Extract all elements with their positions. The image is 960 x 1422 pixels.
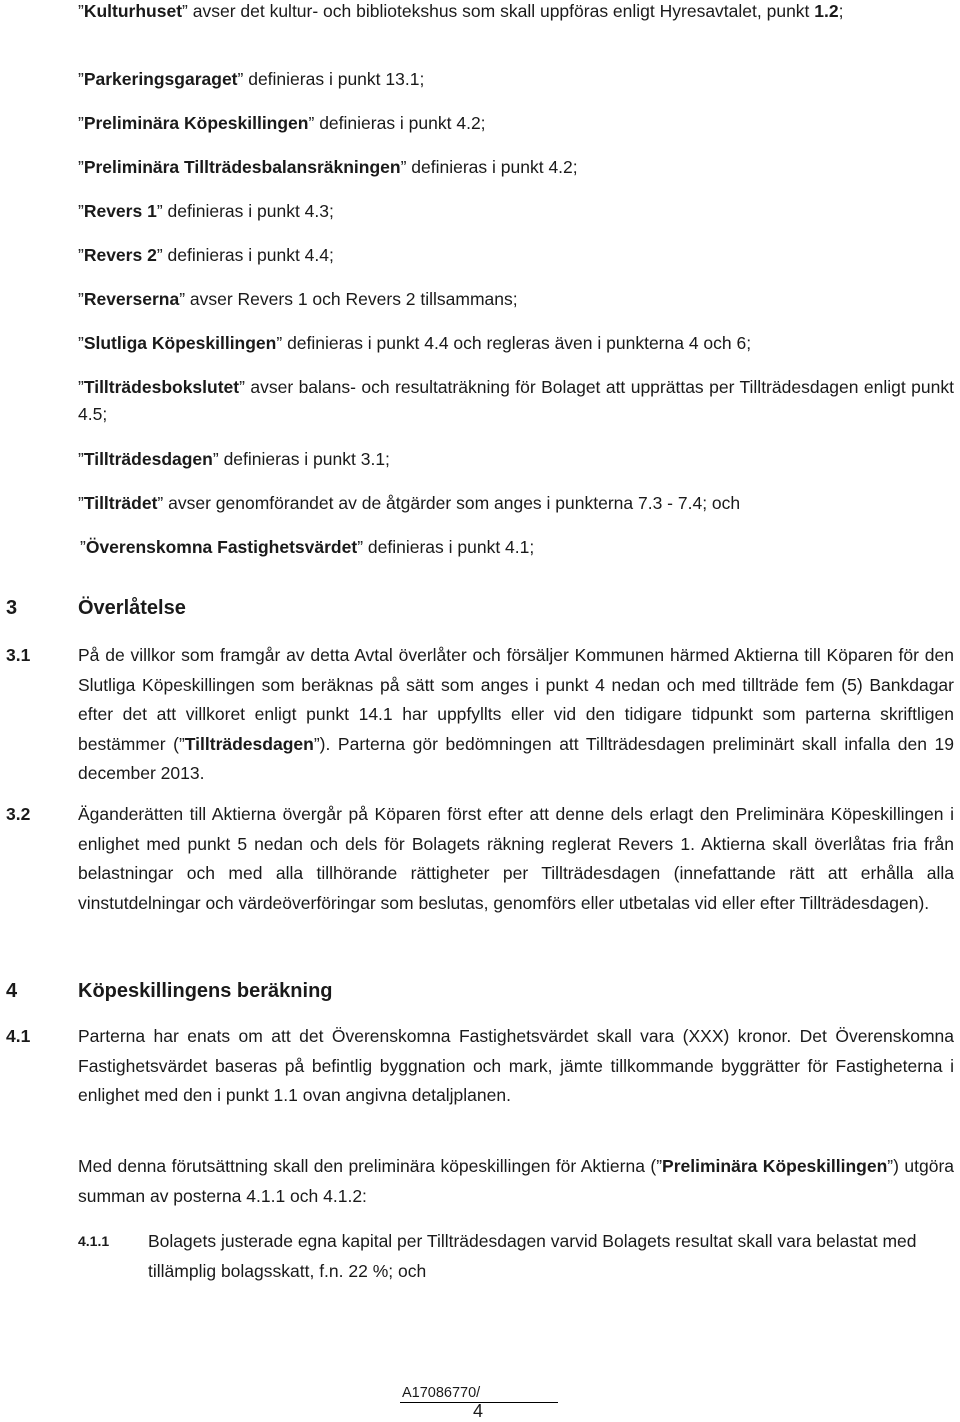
definition-preliminara-kopeskillingen: ”Preliminära Köpeskillingen” definieras i punkt 4.2; [78, 113, 486, 133]
definition-term: Kulturhuset [83, 1, 183, 21]
definition-tilltradet: ”Tillträdet” avser genomförandet av de åtgärder som anges i punkterna 7.3 - 7.4; och [78, 493, 741, 513]
page-number: 4 [473, 1401, 484, 1421]
definition-text: definieras i punkt 3.1; [223, 449, 390, 469]
clause-4-1 [6, 1022, 954, 1111]
definition-punct: ; [838, 1, 844, 21]
section-3-heading [6, 594, 186, 622]
defined-term: Preliminära Köpeskillingen [662, 1156, 888, 1176]
clause-3-2 [6, 800, 954, 918]
definition-revers-1: ”Revers 1” definieras i punkt 4.3; [78, 201, 334, 221]
definition-text: definieras i punkt 4.3; [167, 201, 334, 221]
definition-reverserna: ”Reverserna” avser Revers 1 och Revers 2 tillsammans; [78, 289, 518, 309]
clause-number: 4.1 [6, 1026, 31, 1046]
definition-text: definieras i punkt 4.2; [319, 113, 486, 133]
definition-text: definieras i punkt 4.2; [411, 157, 578, 177]
clause-number: 3.1 [6, 645, 31, 665]
definition-tilltradesbokslutet: ”Tillträdesbokslutet” avser balans- och resultaträkning för Bolaget att upprättas per Tillträdesdagen enligt punkt 4.5; [78, 377, 954, 424]
definition-text: avser Revers 1 och Revers 2 tillsammans; [189, 289, 518, 309]
definition-text: avser balans- och resultaträkning för Bolaget att upprättas per Tillträdesdagen enligt punkt 4.5; [78, 377, 954, 424]
definition-term: Slutliga Köpeskillingen [83, 333, 277, 353]
clause-text: Äganderätten till Aktierna övergår på Köparen först efter att denne dels erlagt den Preliminära Köpeskillingen i enlighet med punkt 5 nedan och dels för Bolagets räkning reglerat Revers 1. Aktierna skall överlåtas fria från belastningar och med alla tillhörande rättigheter per Tillträdesdagen (innefattande rätt att erhålla alla vinstutdelningar och värdeöverföringar som beslutas, genomförs eller utbetalas vid eller efter Tillträdesdagen). [78, 804, 954, 913]
section-title: Överlåtelse [78, 597, 186, 619]
definition-ref: 1.2 [814, 1, 839, 21]
definition-kulturhuset: ”Kulturhuset” avser det kultur- och bibliotekshus som skall uppföras enligt Hyresavtalet, punkt 1.2; [78, 1, 844, 21]
definition-term: Reverserna [83, 289, 180, 309]
definition-text: avser genomförandet av de åtgärder som anges i punkterna 7.3 - 7.4; och [168, 493, 741, 513]
section-number: 4 [6, 980, 18, 1002]
definition-slutliga-kopeskillingen: ”Slutliga Köpeskillingen” definieras i punkt 4.4 och regleras även i punkterna 4 och 6; [78, 333, 752, 353]
definition-term: Tillträdesdagen [83, 449, 213, 469]
section-number: 3 [6, 597, 18, 619]
clause-4-1-paragraph: Med denna förutsättning skall den preliminära köpeskillingen för Aktierna (”Preliminära Köpeskillingen”) utgöra summan av posterna 4.1.1 och 4.1.2: [78, 1156, 955, 1206]
definition-overenskomna-fastighetsvardet: ”Överenskomna Fastighetsvärdet” definieras i punkt 4.1; [80, 537, 535, 557]
definition-text: definieras i punkt 4.4; [167, 245, 334, 265]
definition-term: Revers 2 [83, 245, 157, 265]
section-4-heading [6, 977, 333, 1005]
definition-revers-2: ”Revers 2” definieras i punkt 4.4; [78, 245, 334, 265]
definition-text: avser det kultur- och bibliotekshus som skall uppföras enligt Hyresavtalet, punkt [192, 1, 815, 21]
definition-term: Preliminära Köpeskillingen [83, 113, 309, 133]
definition-term: Parkeringsgaraget [83, 69, 238, 89]
clause-3-1 [6, 641, 954, 789]
definition-term: Överenskomna Fastighetsvärdet [85, 537, 358, 557]
definition-term: Revers 1 [83, 201, 157, 221]
document-id: A17086770/ [402, 1385, 481, 1401]
clause-number: 3.2 [6, 804, 31, 824]
definition-term: Tillträdesbokslutet [83, 377, 240, 397]
clause-text: På de villkor som framgår av detta Avtal överlåter och försäljer Kommunen härmed Aktierna till Köparen för den Slutliga Köpeskillingen som beräknas på sätt som anges i punkt 4 nedan och med tillträde fem (5) Bankdagar efter det att villkoret enligt punkt 14.1 har uppfyllts eller vid den tidigare tidpunkt som parterna skriftligen bestämmer (”Tillträdesdagen”). Parterna gör bedömningen att Tillträdesdagen preliminärt skall infalla den 19 december 2013. [78, 645, 954, 783]
clause-4-1-1 [78, 1227, 954, 1286]
definition-term: Preliminära Tillträdesbalansräkningen [83, 157, 401, 177]
definition-text: definieras i punkt 4.1; [367, 537, 535, 557]
definition-text: definieras i punkt 13.1; [248, 69, 425, 89]
defined-term: Tillträdesdagen [184, 733, 314, 754]
definition-tilltradesdagen: ”Tillträdesdagen” definieras i punkt 3.1; [78, 449, 390, 469]
section-title: Köpeskillingens beräkning [78, 980, 333, 1002]
clause-number: 4.1.1 [78, 1233, 110, 1249]
definition-parkeringsgaraget: ”Parkeringsgaraget” definieras i punkt 13.1; [78, 69, 425, 89]
clause-text: Parterna har enats om att det Överenskomna Fastighetsvärdet skall vara (XXX) kronor. Det Överenskomna Fastighetsvärdet baseras på befintlig byggnation och mark, jämte tillkommande byggrätter för Fastigheterna i enlighet med den i punkt 1.1 ovan angivna detaljplanen. [78, 1026, 954, 1105]
clause-text: Bolagets justerade egna kapital per Tillträdesdagen varvid Bolagets resultat skall vara belastat med tillämplig bolagsskatt, f.n. 22 %; och [148, 1231, 917, 1281]
definition-preliminara-tilltradesbalansrakningen: ”Preliminära Tillträdesbalansräkningen” definieras i punkt 4.2; [78, 157, 578, 177]
definition-term: Tillträdet [83, 493, 158, 513]
definition-text: definieras i punkt 4.4 och regleras även i punkterna 4 och 6; [287, 333, 752, 353]
